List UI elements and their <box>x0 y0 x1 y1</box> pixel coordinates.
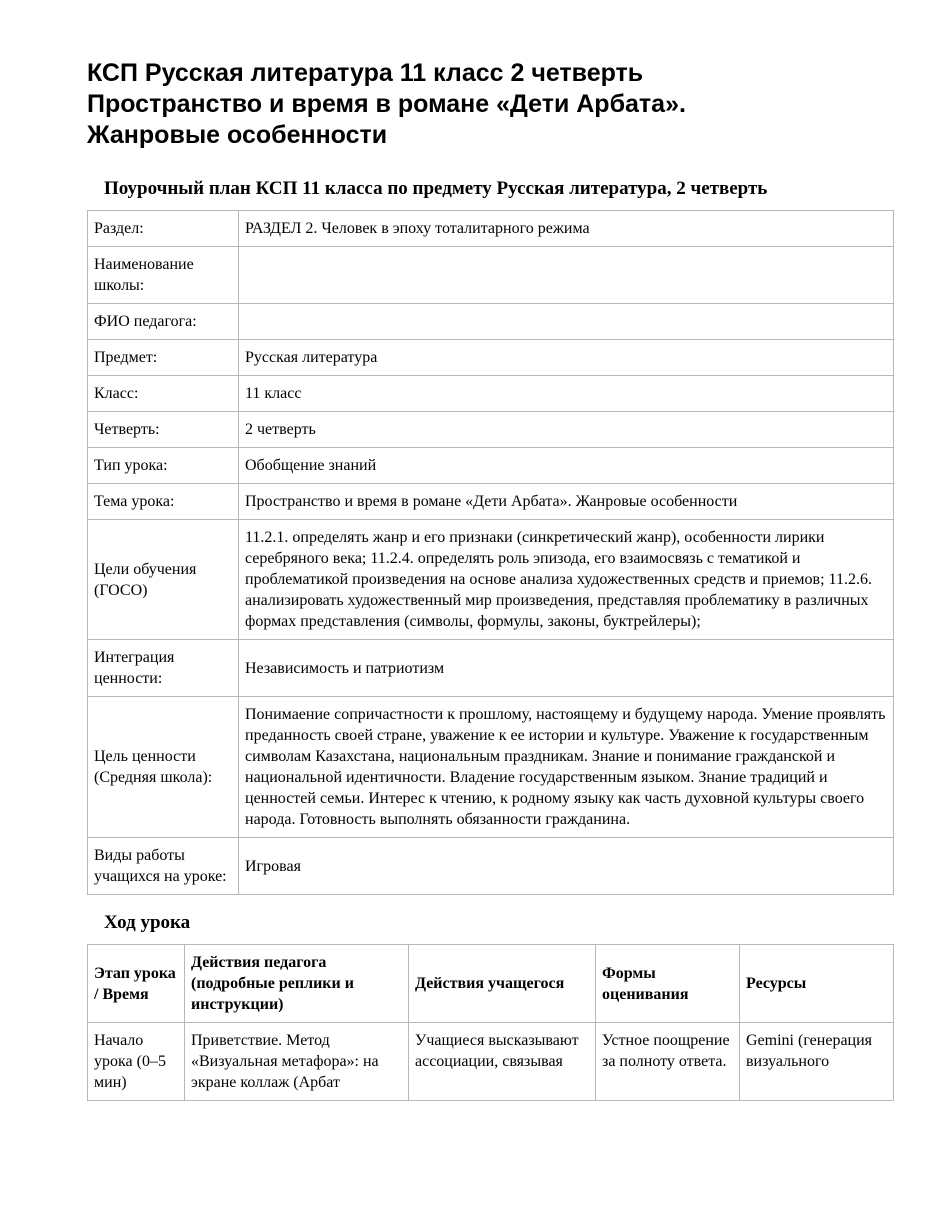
info-label: Предмет: <box>88 340 239 376</box>
lesson-column-header: Этап урока / Время <box>88 945 185 1023</box>
info-label: Тема урока: <box>88 484 239 520</box>
lesson-cell: Gemini (генерация визуального <box>740 1023 894 1101</box>
title-line-3: Жанровые особенности <box>87 121 388 149</box>
info-label: Четверть: <box>88 412 239 448</box>
lesson-cell: Учащиеся высказывают ассоциации, связывая <box>409 1023 596 1101</box>
info-value: РАЗДЕЛ 2. Человек в эпоху тоталитарного режима <box>239 211 894 247</box>
info-label: Класс: <box>88 376 239 412</box>
lesson-column-header: Действия учащегося <box>409 945 596 1023</box>
info-row <box>88 448 894 484</box>
document-page <box>87 58 893 1101</box>
info-row <box>88 640 894 697</box>
info-row <box>88 412 894 448</box>
lesson-cell: Начало урока (0–5 мин) <box>88 1023 185 1101</box>
info-row <box>88 211 894 247</box>
info-value: 11.2.1. определять жанр и его признаки (синкретический жанр), особенности лирики серебряного века; 11.2.4. определять роль эпизода, его взаимосвязь с тематикой и проблематикой произведения на основе анализа художественных средств и приемов; 11.2.6. анализировать художественный мир произведения, представляя проблематику в различных формах представления (символы, формулы, законы, буктрейлеры); <box>239 520 894 640</box>
lesson-column-header: Действия педагога (подробные реплики и инструкции) <box>185 945 409 1023</box>
info-value: 2 четверть <box>239 412 894 448</box>
info-label: Наименование школы: <box>88 247 239 304</box>
info-row <box>88 520 894 640</box>
info-label: Цели обучения (ГОСО) <box>88 520 239 640</box>
title-line-2: Пространство и время в романе «Дети Арбата». <box>87 90 686 118</box>
info-row <box>88 340 894 376</box>
info-row <box>88 304 894 340</box>
lesson-cell: Приветствие. Метод «Визуальная метафора»: на экране коллаж (Арбат <box>185 1023 409 1101</box>
info-label: Раздел: <box>88 211 239 247</box>
info-value: Независимость и патриотизм <box>239 640 894 697</box>
lesson-progress-body <box>88 1023 894 1101</box>
plan-heading: Поурочный план КСП 11 класса по предмету Русская литература, 2 четверть <box>104 178 768 199</box>
lesson-cell: Устное поощрение за полноту ответа. <box>596 1023 740 1101</box>
info-value: 11 класс <box>239 376 894 412</box>
title-line-1: КСП Русская литература 11 класс 2 четверть <box>87 59 644 87</box>
lesson-column-header: Ресурсы <box>740 945 894 1023</box>
info-row <box>88 484 894 520</box>
info-value: Понимаение сопричастности к прошлому, настоящему и будущему народа. Умение проявлять преданность своей стране, уважение к ее истории и культуре. Уважение к государственным символам Казахстана, национальным праздникам. Знание и понимание гражданской и национальной идентичности. Владение государственным языком. Знание традиций и ценностей семьи. Интерес к чтению, к родному языку как часть духовной культуры своего народа. Готовность выполнять обязанности гражданина. <box>239 697 894 838</box>
lesson-progress-table <box>87 944 894 1101</box>
info-value: Обобщение знаний <box>239 448 894 484</box>
info-value: Русская литература <box>239 340 894 376</box>
info-row <box>88 247 894 304</box>
info-value <box>239 304 894 340</box>
info-label: Цель ценности (Средняя школа): <box>88 697 239 838</box>
info-row <box>88 697 894 838</box>
info-row <box>88 376 894 412</box>
info-label: Виды работы учащихся на уроке: <box>88 838 239 895</box>
info-label: Интеграция ценности: <box>88 640 239 697</box>
info-label: Тип урока: <box>88 448 239 484</box>
info-value: Пространство и время в романе «Дети Арбата». Жанровые особенности <box>239 484 894 520</box>
info-value <box>239 247 894 304</box>
info-value: Игровая <box>239 838 894 895</box>
info-row <box>88 838 894 895</box>
lesson-row <box>88 1023 894 1101</box>
document-title <box>87 58 893 151</box>
lesson-info-body <box>88 211 894 895</box>
info-label: ФИО педагога: <box>88 304 239 340</box>
lesson-header-row <box>88 945 894 1023</box>
lesson-info-table <box>87 210 894 895</box>
lesson-column-header: Формы оценивания <box>596 945 740 1023</box>
lesson-progress-heading: Ход урока <box>104 912 191 933</box>
